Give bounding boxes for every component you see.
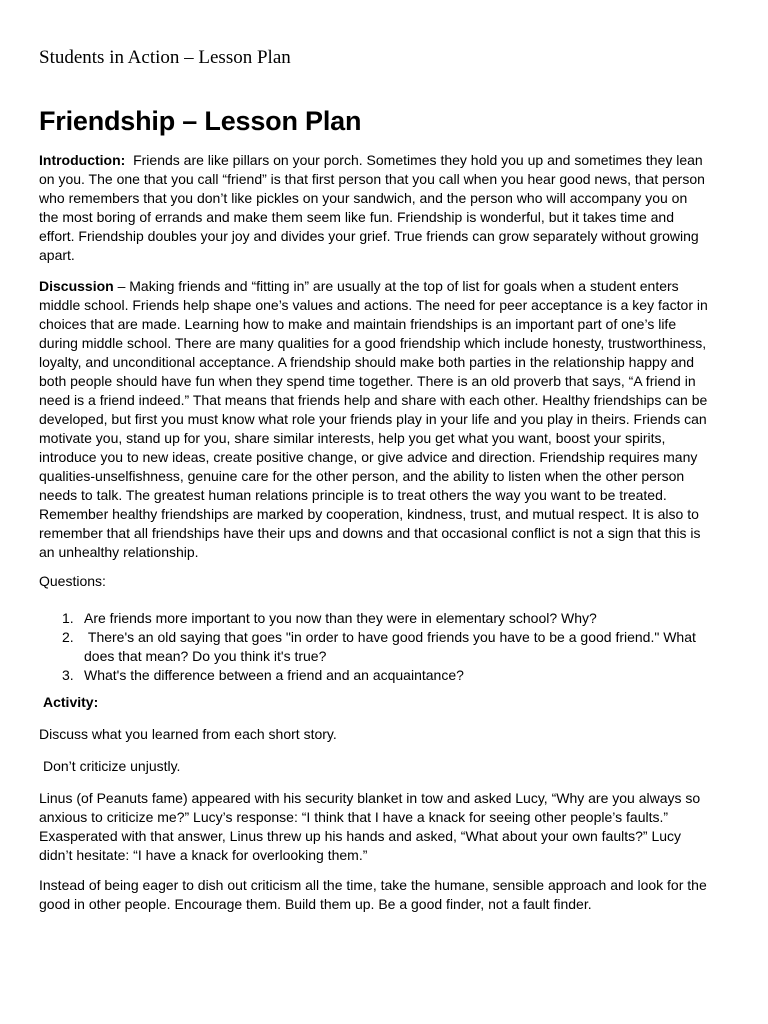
conclusion-paragraph: Instead of being eager to dish out criticism all the time, take the humane, sensible approach and look for the good in other people. Encourage them. Build them up. Be a good finder, not a fault finder. bbox=[39, 877, 707, 912]
introduction-label: Introduction: bbox=[39, 152, 126, 168]
story-title: Don’t criticize unjustly. bbox=[43, 758, 181, 774]
discussion-text: – Making friends and “fitting in” are usually at the top of list for goals when a student enters middle school. Friends help shape one’s values and actions. The need for peer acceptance is a key factor in choices that are made. Learning how to make and maintain friendships is an important part of one’s life during middle school. There are many qualities for a good friendship which include honesty, trustworthiness, loyalty, and unconditional acceptance. A friendship should make both parties in the relationship happy and both people should have fun when they spend time together. There is an old proverb that says, “A friend in need is a friend indeed.” That means that friends help and share with each other. Healthy friendships can be developed, but first you must know what role your friends play in your life and you play in theirs. Friends can motivate you, stand up for you, share similar interests, help you get what you want, boost your spirits, introduce you to new ideas, create positive change, or give advice and direction. Friendship requires many qualities-unselfishness, genuine care for the other person, and the ability to listen when the other person needs to talk. The greatest human relations principle is to treat others the way you want to be treated. Remember healthy friendships are marked by cooperation, kindness, trust, and mutual respect. It is also to remember that all friendships have their ups and downs and that occasional conflict is not a sign that this is an unhealthy relationship. bbox=[39, 278, 708, 560]
activity-label: Activity: bbox=[43, 694, 99, 710]
page-title: Friendship – Lesson Plan bbox=[39, 106, 362, 136]
introduction-text: Friends are like pillars on your porch. Sometimes they hold you up and sometimes they lean on you. The one that you call “friend” is that first person that you call when you hear good news, that person who remembers that you don’t like pickles on your sandwich, and the person who will accompany you on the most boring of errands and make them seem like fun. Friendship is wonderful, but it takes time and effort. Friendship doubles your joy and divides your grief. True friends can grow separately without growing apart. bbox=[39, 152, 705, 263]
discussion-label: Discussion bbox=[39, 278, 114, 294]
list-item-text: Are friends more important to you now than they were in elementary school? Why? bbox=[84, 610, 597, 626]
list-item-number: 3. bbox=[62, 667, 74, 683]
list-item bbox=[39, 666, 709, 685]
list-item-text: What's the difference between a friend and an acquaintance? bbox=[84, 667, 464, 683]
list-item-number: 1. bbox=[62, 610, 74, 626]
questions-list bbox=[39, 609, 709, 685]
questions-label: Questions: bbox=[39, 573, 106, 589]
discussion-paragraph bbox=[39, 277, 709, 562]
list-item-text: There's an old saying that goes "in order to have good friends you have to be a good friend." What does that mean? Do you think it's true? bbox=[84, 629, 700, 664]
list-item bbox=[39, 628, 709, 666]
story-paragraph: Linus (of Peanuts fame) appeared with his security blanket in tow and asked Lucy, “Why are you always so anxious to criticize me?” Lucy’s response: “I think that I have a knack for seeing other people’s faults.” Exasperated with that answer, Linus threw up his hands and asked, “What about your own faults?” Lucy didn’t hesitate: “I have a knack for overlooking them.” bbox=[39, 790, 701, 863]
activity-intro: Discuss what you learned from each short story. bbox=[39, 726, 337, 742]
list-item bbox=[39, 609, 709, 628]
document-header: Students in Action – Lesson Plan bbox=[39, 47, 291, 68]
introduction-paragraph bbox=[39, 151, 709, 265]
list-item-number: 2. bbox=[62, 629, 74, 645]
